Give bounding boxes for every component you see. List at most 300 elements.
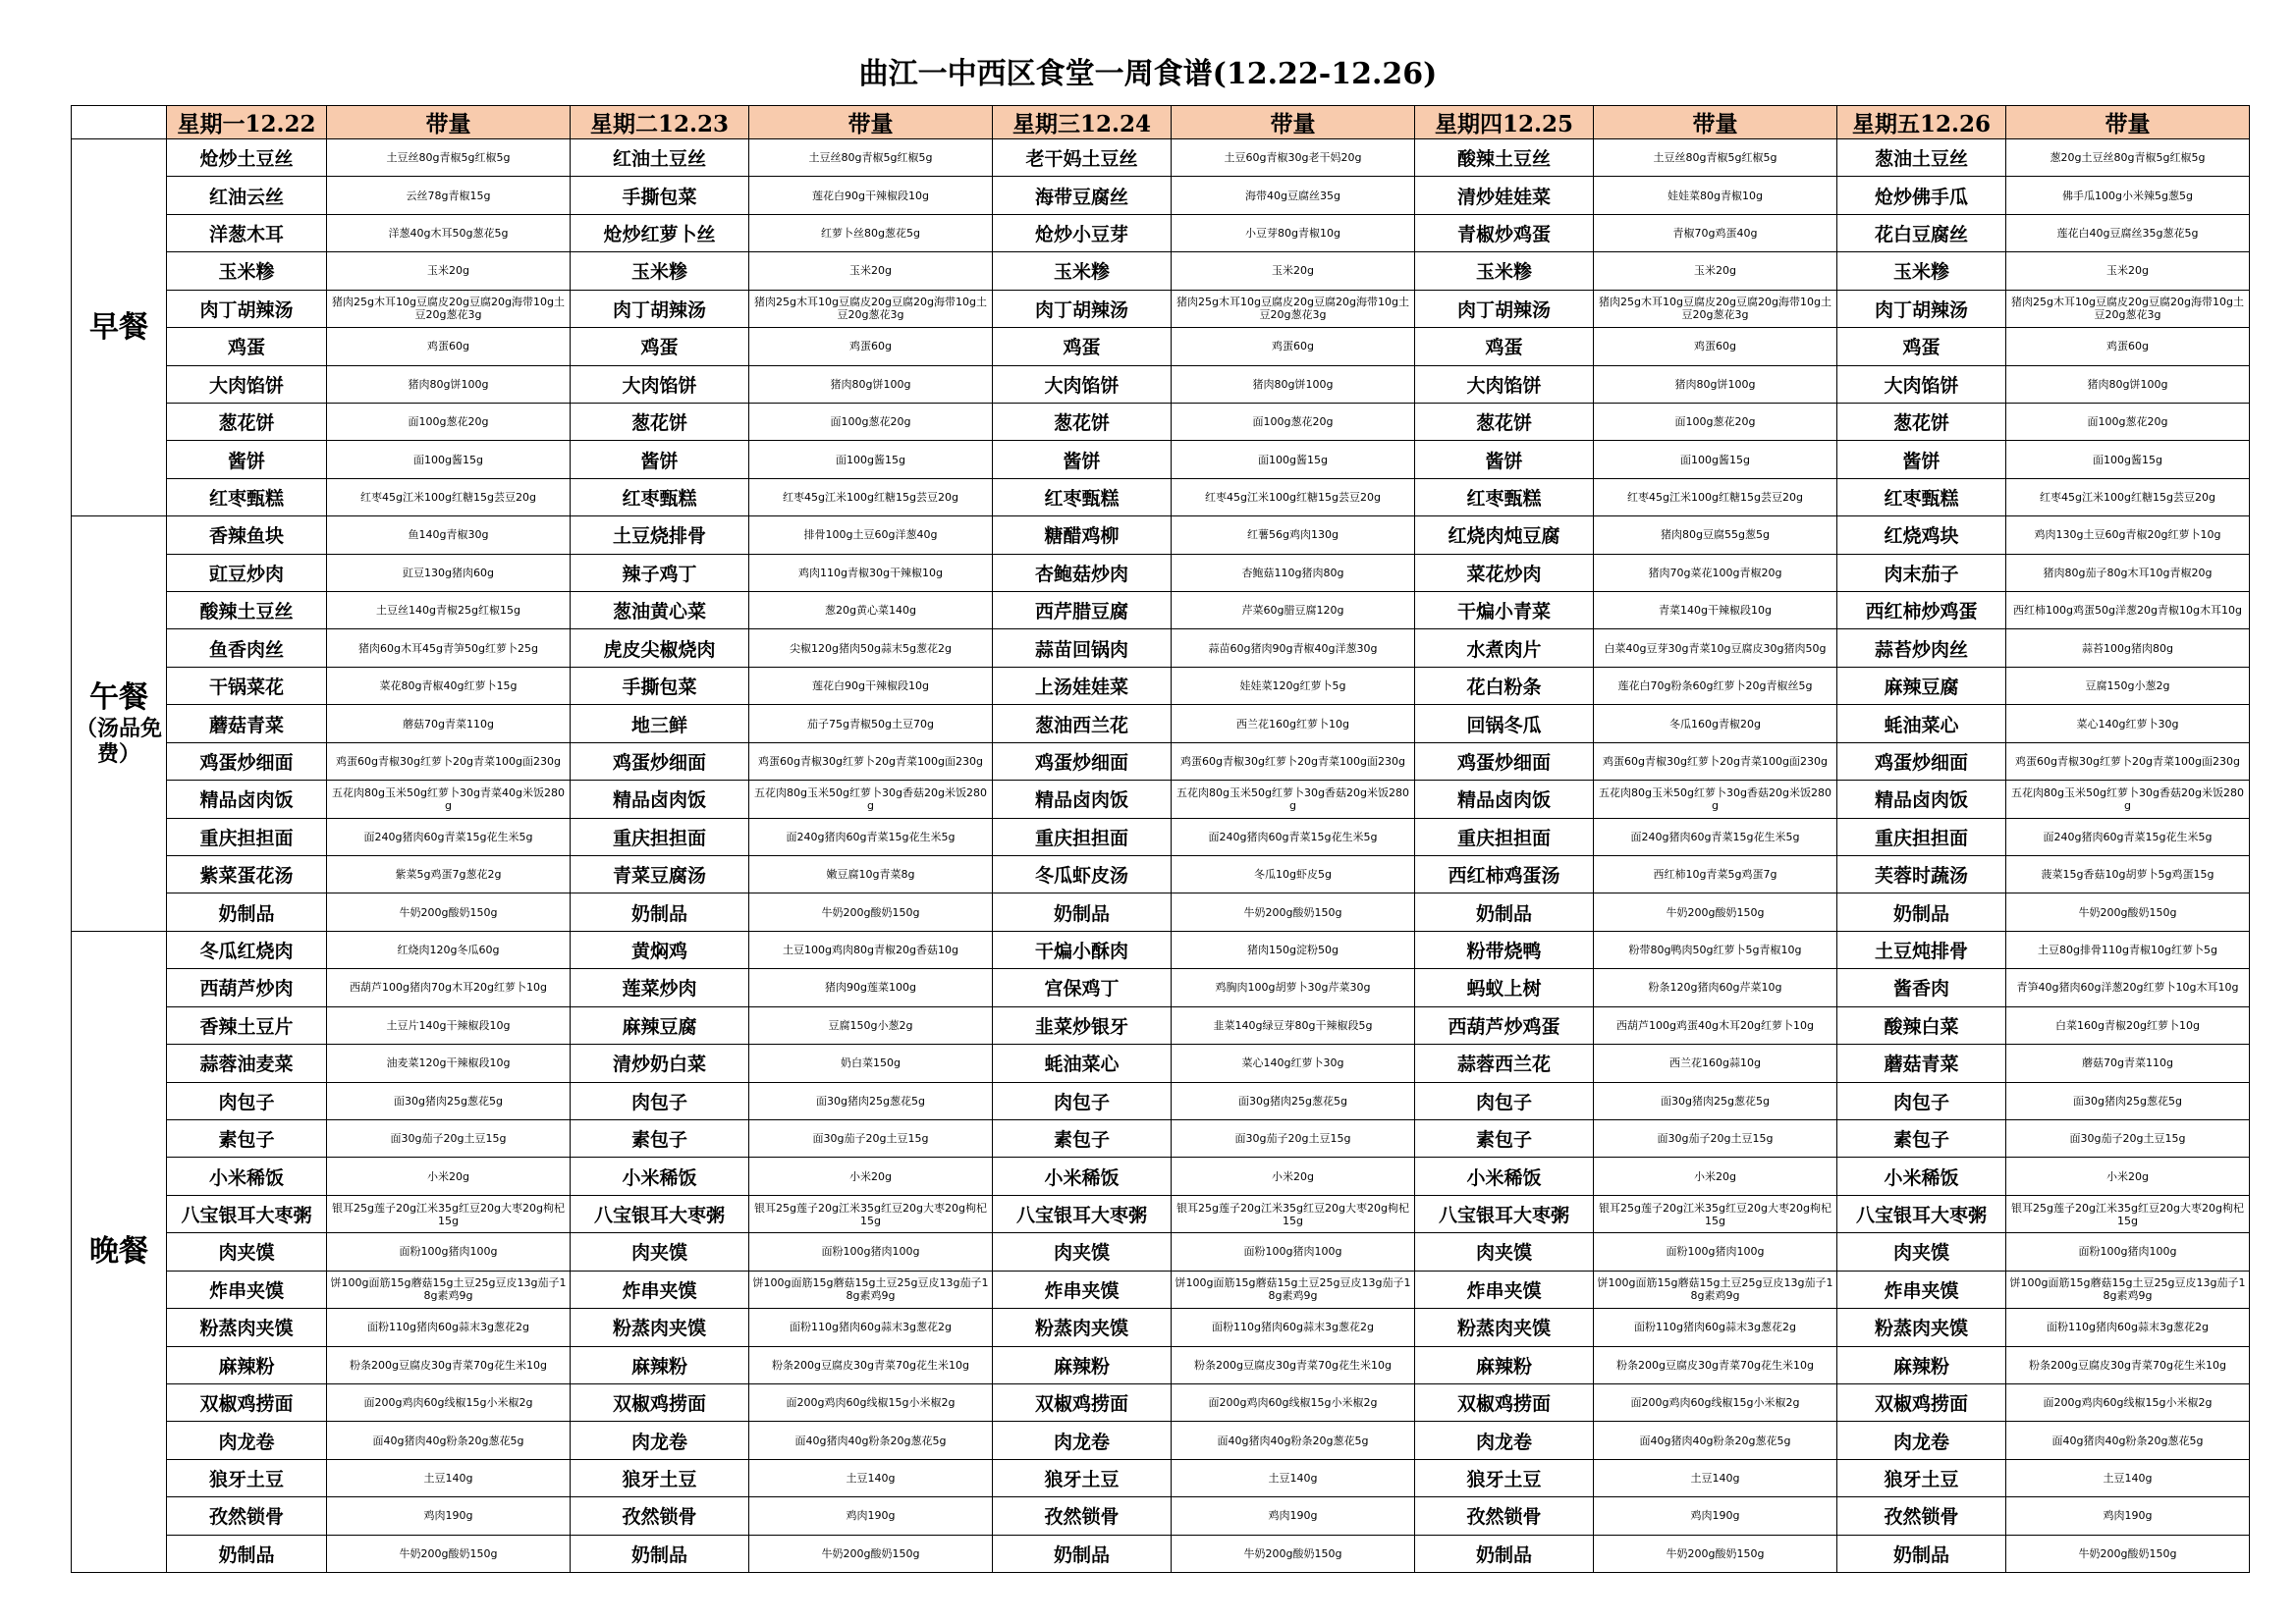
dish-name: 鱼香肉丝 <box>167 629 327 667</box>
dish-name: 炝炒土豆丝 <box>167 139 327 177</box>
dish-name: 干煸小青菜 <box>1415 592 1594 629</box>
dish-quantity: 面100g酱15g <box>327 441 571 478</box>
dish-name: 红枣甄糕 <box>167 478 327 515</box>
dish-name: 八宝银耳大枣粥 <box>1837 1195 2006 1232</box>
dish-name: 狼牙土豆 <box>993 1459 1172 1496</box>
table-row <box>72 1158 2250 1195</box>
dish-name: 重庆担担面 <box>167 818 327 855</box>
meal-label-dinner <box>72 931 167 1572</box>
dish-quantity: 牛奶200g酸奶150g <box>327 1535 571 1572</box>
dish-quantity: 银耳25g莲子20g江米35g红豆20g大枣20g枸杞15g <box>1594 1195 1837 1232</box>
dish-quantity: 菜心140g红萝卜30g <box>1172 1045 1415 1082</box>
dish-name: 肉夹馍 <box>1415 1233 1594 1271</box>
dish-quantity: 银耳25g莲子20g江米35g红豆20g大枣20g枸杞15g <box>1172 1195 1415 1232</box>
dish-name: 葱花饼 <box>571 403 749 440</box>
dish-quantity: 面30g猪肉25g葱花5g <box>749 1082 993 1119</box>
dish-quantity: 鸡肉190g <box>2006 1497 2250 1535</box>
dish-name: 酸辣土豆丝 <box>1415 139 1594 177</box>
dish-quantity: 佛手瓜100g小米辣5g葱5g <box>2006 177 2250 214</box>
dish-quantity: 土豆丝140g青椒25g红椒15g <box>327 592 571 629</box>
header-day-tue: 星期二12.23 <box>571 106 749 139</box>
dish-name: 肉丁胡辣汤 <box>167 290 327 327</box>
dish-quantity: 面30g茄子20g土豆15g <box>1172 1119 1415 1157</box>
dish-quantity: 面40g猪肉40g粉条20g葱花5g <box>2006 1422 2250 1459</box>
dish-quantity: 五花肉80g玉米50g红萝卜30g香菇20g米饭280g <box>2006 781 2250 818</box>
dish-name: 海带豆腐丝 <box>993 177 1172 214</box>
dish-quantity: 面30g猪肉25g葱花5g <box>327 1082 571 1119</box>
dish-quantity: 牛奶200g酸奶150g <box>1594 1535 1837 1572</box>
dish-quantity: 青菜140g干辣椒段10g <box>1594 592 1837 629</box>
dish-name: 重庆担担面 <box>571 818 749 855</box>
dish-quantity: 芹菜60g腊豆腐120g <box>1172 592 1415 629</box>
dish-quantity: 白菜40g豆芽30g青菜10g豆腐皮30g猪肉50g <box>1594 629 1837 667</box>
table-row <box>72 1497 2250 1535</box>
dish-quantity: 土豆丝80g青椒5g红椒5g <box>327 139 571 177</box>
dish-name: 双椒鸡捞面 <box>571 1383 749 1421</box>
dish-name: 肉丁胡辣汤 <box>571 290 749 327</box>
dish-name: 红枣甄糕 <box>1837 478 2006 515</box>
dish-quantity: 五花肉80g玉米50g红萝卜30g青菜40g米饭280g <box>327 781 571 818</box>
dish-name: 肉包子 <box>993 1082 1172 1119</box>
dish-quantity: 小米20g <box>1594 1158 1837 1195</box>
dish-name: 鸡蛋 <box>571 328 749 365</box>
dish-quantity: 土豆片140g干辣椒段10g <box>327 1006 571 1044</box>
dish-name: 葱花饼 <box>1415 403 1594 440</box>
table-row <box>72 365 2250 403</box>
dish-name: 麻辣粉 <box>571 1346 749 1383</box>
dish-quantity: 红枣45g江米100g红糖15g芸豆20g <box>327 478 571 515</box>
table-row <box>72 516 2250 554</box>
dish-name: 奶制品 <box>1837 1535 2006 1572</box>
dish-name: 粉蒸肉夹馍 <box>993 1309 1172 1346</box>
dish-name: 肉夹馍 <box>993 1233 1172 1271</box>
dish-quantity: 面30g茄子20g土豆15g <box>327 1119 571 1157</box>
dish-name: 素包子 <box>1415 1119 1594 1157</box>
dish-quantity: 面粉100g猪肉100g <box>2006 1233 2250 1271</box>
dish-quantity: 面30g茄子20g土豆15g <box>2006 1119 2250 1157</box>
dish-name: 炸串夹馍 <box>1837 1271 2006 1308</box>
table-row <box>72 177 2250 214</box>
dish-name: 紫菜蛋花汤 <box>167 856 327 893</box>
table-row <box>72 667 2250 704</box>
dish-quantity: 鱼140g青椒30g <box>327 516 571 554</box>
dish-name: 葱油西兰花 <box>993 705 1172 742</box>
dish-quantity: 排骨100g土豆60g洋葱40g <box>749 516 993 554</box>
table-row <box>72 742 2250 780</box>
dish-quantity: 猪肉25g木耳10g豆腐皮20g豆腐20g海带10g土豆20g葱花3g <box>327 290 571 327</box>
dish-name: 香辣土豆片 <box>167 1006 327 1044</box>
dish-name: 肉丁胡辣汤 <box>1415 290 1594 327</box>
table-row <box>72 1535 2250 1572</box>
dish-name: 手撕包菜 <box>571 177 749 214</box>
dish-name: 玉米糁 <box>993 252 1172 290</box>
dish-quantity: 豇豆130g猪肉60g <box>327 554 571 591</box>
dish-name: 八宝银耳大枣粥 <box>1415 1195 1594 1232</box>
dish-name: 素包子 <box>571 1119 749 1157</box>
dish-quantity: 鸡肉190g <box>749 1497 993 1535</box>
dish-quantity: 西兰花160g红萝卜10g <box>1172 705 1415 742</box>
page-title: 曲江一中西区食堂一周食谱(12.22-12.26) <box>858 57 1438 91</box>
dish-name: 香辣鱼块 <box>167 516 327 554</box>
meal-name: 早餐 <box>89 309 148 345</box>
dish-name: 青椒炒鸡蛋 <box>1415 214 1594 251</box>
dish-name: 粉带烧鸭 <box>1415 931 1594 968</box>
dish-quantity: 银耳25g莲子20g江米35g红豆20g大枣20g枸杞15g <box>2006 1195 2250 1232</box>
dish-quantity: 蘑菇70g青菜110g <box>327 705 571 742</box>
dish-quantity: 土豆100g鸡肉80g青椒20g香菇10g <box>749 931 993 968</box>
header-day-fri: 星期五12.26 <box>1837 106 2006 139</box>
dish-name: 酱香肉 <box>1837 969 2006 1006</box>
dish-name: 炸串夹馍 <box>167 1271 327 1308</box>
weekly-menu-table <box>71 105 2250 1573</box>
dish-quantity: 豆腐150g小葱2g <box>749 1006 993 1044</box>
dish-quantity: 面100g酱15g <box>1172 441 1415 478</box>
dish-name: 奶制品 <box>993 893 1172 931</box>
dish-quantity: 面240g猪肉60g青菜15g花生米5g <box>1172 818 1415 855</box>
dish-quantity: 海带40g豆腐丝35g <box>1172 177 1415 214</box>
dish-quantity: 面200g鸡肉60g线椒15g小米椒2g <box>327 1383 571 1421</box>
dish-quantity: 五花肉80g玉米50g红萝卜30g香菇20g米饭280g <box>1594 781 1837 818</box>
dish-name: 孜然锁骨 <box>571 1497 749 1535</box>
dish-name: 青菜豆腐汤 <box>571 856 749 893</box>
header-day-mon: 星期一12.22 <box>167 106 327 139</box>
dish-name: 素包子 <box>167 1119 327 1157</box>
dish-name: 土豆炖排骨 <box>1837 931 2006 968</box>
dish-name: 鸡蛋炒细面 <box>993 742 1172 780</box>
dish-quantity: 蒜苗60g猪肉90g青椒40g洋葱30g <box>1172 629 1415 667</box>
dish-quantity: 面粉110g猪肉60g蒜末3g葱花2g <box>749 1309 993 1346</box>
dish-name: 奶制品 <box>1415 893 1594 931</box>
dish-quantity: 面30g猪肉25g葱花5g <box>1594 1082 1837 1119</box>
dish-quantity: 鸡蛋60g青椒30g红萝卜20g青菜100g面230g <box>327 742 571 780</box>
table-row <box>72 592 2250 629</box>
dish-quantity: 土豆140g <box>327 1459 571 1496</box>
dish-quantity: 土豆60g青椒30g老干妈20g <box>1172 139 1415 177</box>
dish-quantity: 鸡蛋60g青椒30g红萝卜20g青菜100g面230g <box>1172 742 1415 780</box>
header-row <box>72 106 2250 139</box>
dish-quantity: 粉带80g鸭肉50g红萝卜5g青椒10g <box>1594 931 1837 968</box>
dish-quantity: 青笋40g猪肉60g洋葱20g红萝卜10g木耳10g <box>2006 969 2250 1006</box>
dish-quantity: 面100g葱花20g <box>327 403 571 440</box>
table-row <box>72 290 2250 327</box>
dish-quantity: 莲花白40g豆腐丝35g葱花5g <box>2006 214 2250 251</box>
dish-quantity: 面40g猪肉40g粉条20g葱花5g <box>327 1422 571 1459</box>
dish-name: 八宝银耳大枣粥 <box>993 1195 1172 1232</box>
dish-quantity: 小米20g <box>2006 1158 2250 1195</box>
table-row <box>72 1271 2250 1308</box>
dish-name: 重庆担担面 <box>993 818 1172 855</box>
dish-quantity: 面粉110g猪肉60g蒜末3g葱花2g <box>1594 1309 1837 1346</box>
dish-name: 蒜苗回锅肉 <box>993 629 1172 667</box>
dish-name: 西葫芦炒鸡蛋 <box>1415 1006 1594 1044</box>
dish-name: 素包子 <box>1837 1119 2006 1157</box>
dish-name: 蘑菇青菜 <box>167 705 327 742</box>
dish-quantity: 鸡肉190g <box>1594 1497 1837 1535</box>
dish-name: 芙蓉时蔬汤 <box>1837 856 2006 893</box>
dish-quantity: 青椒70g鸡蛋40g <box>1594 214 1837 251</box>
dish-quantity: 猪肉90g莲菜100g <box>749 969 993 1006</box>
dish-quantity: 鸡蛋60g <box>2006 328 2250 365</box>
dish-quantity: 土豆140g <box>1594 1459 1837 1496</box>
dish-quantity: 土豆140g <box>2006 1459 2250 1496</box>
dish-name: 大肉馅饼 <box>167 365 327 403</box>
dish-quantity: 饼100g面筋15g蘑菇15g土豆25g豆皮13g茄子18g素鸡9g <box>327 1271 571 1308</box>
dish-name: 玉米糁 <box>167 252 327 290</box>
dish-name: 西芹腊豆腐 <box>993 592 1172 629</box>
dish-quantity: 牛奶200g酸奶150g <box>1594 893 1837 931</box>
dish-name: 炸串夹馍 <box>1415 1271 1594 1308</box>
dish-quantity: 玉米20g <box>2006 252 2250 290</box>
table-row <box>72 1119 2250 1157</box>
dish-name: 土豆烧排骨 <box>571 516 749 554</box>
dish-name: 干煸小酥肉 <box>993 931 1172 968</box>
dish-quantity: 面30g猪肉25g葱花5g <box>2006 1082 2250 1119</box>
dish-quantity: 云丝78g青椒15g <box>327 177 571 214</box>
dish-name: 杏鲍菇炒肉 <box>993 554 1172 591</box>
table-row <box>72 441 2250 478</box>
dish-quantity: 莲花白90g干辣椒段10g <box>749 177 993 214</box>
dish-name: 精品卤肉饭 <box>1415 781 1594 818</box>
dish-name: 粉蒸肉夹馍 <box>571 1309 749 1346</box>
dish-name: 八宝银耳大枣粥 <box>571 1195 749 1232</box>
dish-name: 狼牙土豆 <box>571 1459 749 1496</box>
table-row <box>72 1082 2250 1119</box>
dish-name: 糖醋鸡柳 <box>993 516 1172 554</box>
table-row <box>72 1422 2250 1459</box>
dish-name: 黄焖鸡 <box>571 931 749 968</box>
dish-quantity: 鸡蛋60g青椒30g红萝卜20g青菜100g面230g <box>749 742 993 780</box>
dish-quantity: 葱20g黄心菜140g <box>749 592 993 629</box>
dish-name: 大肉馅饼 <box>571 365 749 403</box>
dish-quantity: 莲花白90g干辣椒段10g <box>749 667 993 704</box>
dish-name: 红枣甄糕 <box>1415 478 1594 515</box>
dish-quantity: 洋葱40g木耳50g葱花5g <box>327 214 571 251</box>
table-row <box>72 1045 2250 1082</box>
dish-quantity: 玉米20g <box>1172 252 1415 290</box>
dish-quantity: 猪肉80g饼100g <box>327 365 571 403</box>
dish-name: 狼牙土豆 <box>1837 1459 2006 1496</box>
dish-name: 玉米糁 <box>571 252 749 290</box>
dish-name: 炝炒佛手瓜 <box>1837 177 2006 214</box>
dish-name: 蚝油菜心 <box>1837 705 2006 742</box>
dish-name: 奶制品 <box>1837 893 2006 931</box>
dish-quantity: 西葫芦100g猪肉70g木耳20g红萝卜10g <box>327 969 571 1006</box>
dish-name: 鸡蛋 <box>167 328 327 365</box>
corner-cell <box>72 106 167 139</box>
dish-quantity: 牛奶200g酸奶150g <box>749 893 993 931</box>
dish-name: 红油云丝 <box>167 177 327 214</box>
dish-name: 清炒娃娃菜 <box>1415 177 1594 214</box>
dish-name: 酱饼 <box>571 441 749 478</box>
dish-name: 干锅菜花 <box>167 667 327 704</box>
header-qty-mon: 带量 <box>327 106 571 139</box>
dish-quantity: 菜心140g红萝卜30g <box>2006 705 2250 742</box>
dish-quantity: 鸡胸肉100g胡萝卜30g芹菜30g <box>1172 969 1415 1006</box>
dish-name: 鸡蛋炒细面 <box>1415 742 1594 780</box>
dish-name: 花白粉条 <box>1415 667 1594 704</box>
dish-quantity: 红枣45g江米100g红糖15g芸豆20g <box>2006 478 2250 515</box>
dish-quantity: 鸡蛋60g <box>749 328 993 365</box>
dish-name: 奶制品 <box>993 1535 1172 1572</box>
dish-quantity: 面200g鸡肉60g线椒15g小米椒2g <box>2006 1383 2250 1421</box>
dish-name: 蚝油菜心 <box>993 1045 1172 1082</box>
dish-name: 八宝银耳大枣粥 <box>167 1195 327 1232</box>
dish-quantity: 银耳25g莲子20g江米35g红豆20g大枣20g枸杞15g <box>327 1195 571 1232</box>
dish-name: 奶制品 <box>571 1535 749 1572</box>
dish-quantity: 面40g猪肉40g粉条20g葱花5g <box>1594 1422 1837 1459</box>
dish-name: 奶制品 <box>571 893 749 931</box>
dish-name: 老干妈土豆丝 <box>993 139 1172 177</box>
dish-quantity: 鸡蛋60g <box>1172 328 1415 365</box>
dish-name: 粉蒸肉夹馍 <box>1837 1309 2006 1346</box>
dish-name: 玉米糁 <box>1415 252 1594 290</box>
dish-quantity: 面粉110g猪肉60g蒜末3g葱花2g <box>327 1309 571 1346</box>
dish-quantity: 面30g猪肉25g葱花5g <box>1172 1082 1415 1119</box>
table-row <box>72 629 2250 667</box>
dish-quantity: 面200g鸡肉60g线椒15g小米椒2g <box>1172 1383 1415 1421</box>
dish-name: 狼牙土豆 <box>1415 1459 1594 1496</box>
dish-quantity: 面100g酱15g <box>749 441 993 478</box>
dish-quantity: 茄子75g青椒50g土豆70g <box>749 705 993 742</box>
dish-quantity: 猪肉60g木耳45g青笋50g红萝卜25g <box>327 629 571 667</box>
dish-quantity: 蒜苔100g猪肉80g <box>2006 629 2250 667</box>
dish-quantity: 粉条200g豆腐皮30g青菜70g花生米10g <box>2006 1346 2250 1383</box>
dish-name: 精品卤肉饭 <box>1837 781 2006 818</box>
meal-label-breakfast <box>72 139 167 516</box>
dish-quantity: 银耳25g莲子20g江米35g红豆20g大枣20g枸杞15g <box>749 1195 993 1232</box>
dish-quantity: 油麦菜120g干辣椒段10g <box>327 1045 571 1082</box>
dish-name: 肉龙卷 <box>167 1422 327 1459</box>
dish-quantity: 猪肉150g淀粉50g <box>1172 931 1415 968</box>
dish-name: 手撕包菜 <box>571 667 749 704</box>
table-row <box>72 1459 2250 1496</box>
dish-quantity: 面200g鸡肉60g线椒15g小米椒2g <box>749 1383 993 1421</box>
dish-name: 蒜苔炒肉丝 <box>1837 629 2006 667</box>
dish-quantity: 鸡肉190g <box>1172 1497 1415 1535</box>
dish-quantity: 猪肉80g茄子80g木耳10g青椒20g <box>2006 554 2250 591</box>
dish-name: 玉米糁 <box>1837 252 2006 290</box>
meal-label-lunch <box>72 516 167 932</box>
header-qty-wed: 带量 <box>1172 106 1415 139</box>
dish-name: 肉末茄子 <box>1837 554 2006 591</box>
dish-name: 麻辣粉 <box>167 1346 327 1383</box>
dish-name: 花白豆腐丝 <box>1837 214 2006 251</box>
dish-name: 麻辣豆腐 <box>1837 667 2006 704</box>
dish-name: 酸辣土豆丝 <box>167 592 327 629</box>
dish-name: 炸串夹馍 <box>993 1271 1172 1308</box>
dish-name: 酸辣白菜 <box>1837 1006 2006 1044</box>
dish-quantity: 面100g酱15g <box>1594 441 1837 478</box>
dish-quantity: 鸡肉190g <box>327 1497 571 1535</box>
dish-quantity: 面粉110g猪肉60g蒜末3g葱花2g <box>1172 1309 1415 1346</box>
dish-name: 水煮肉片 <box>1415 629 1594 667</box>
dish-name: 红油土豆丝 <box>571 139 749 177</box>
dish-name: 鸡蛋 <box>1415 328 1594 365</box>
dish-quantity: 红枣45g江米100g红糖15g芸豆20g <box>749 478 993 515</box>
dish-quantity: 韭菜140g绿豆芽80g干辣椒段5g <box>1172 1006 1415 1044</box>
dish-name: 酱饼 <box>167 441 327 478</box>
dish-name: 红枣甄糕 <box>993 478 1172 515</box>
dish-quantity: 饼100g面筋15g蘑菇15g土豆25g豆皮13g茄子18g素鸡9g <box>1172 1271 1415 1308</box>
table-row <box>72 1346 2250 1383</box>
dish-quantity: 西兰花160g蒜10g <box>1594 1045 1837 1082</box>
dish-name: 炸串夹馍 <box>571 1271 749 1308</box>
dish-quantity: 猪肉80g饼100g <box>1172 365 1415 403</box>
dish-name: 肉丁胡辣汤 <box>1837 290 2006 327</box>
dish-name: 洋葱木耳 <box>167 214 327 251</box>
dish-name: 麻辣粉 <box>1837 1346 2006 1383</box>
dish-name: 粉蒸肉夹馍 <box>1415 1309 1594 1346</box>
dish-name: 孜然锁骨 <box>993 1497 1172 1535</box>
dish-name: 蚂蚁上树 <box>1415 969 1594 1006</box>
dish-name: 双椒鸡捞面 <box>1837 1383 2006 1421</box>
table-row <box>72 1309 2250 1346</box>
dish-name: 大肉馅饼 <box>1415 365 1594 403</box>
dish-name: 虎皮尖椒烧肉 <box>571 629 749 667</box>
dish-quantity: 嫩豆腐10g青菜8g <box>749 856 993 893</box>
dish-quantity: 娃娃菜120g红萝卜5g <box>1172 667 1415 704</box>
dish-name: 肉包子 <box>167 1082 327 1119</box>
dish-quantity: 玉米20g <box>1594 252 1837 290</box>
dish-quantity: 五花肉80g玉米50g红萝卜30g香菇20g米饭280g <box>1172 781 1415 818</box>
dish-name: 小米稀饭 <box>1837 1158 2006 1195</box>
dish-quantity: 红枣45g江米100g红糖15g芸豆20g <box>1594 478 1837 515</box>
dish-quantity: 牛奶200g酸奶150g <box>2006 1535 2250 1572</box>
dish-name: 蘑菇青菜 <box>1837 1045 2006 1082</box>
dish-name: 炝炒小豆芽 <box>993 214 1172 251</box>
dish-quantity: 面30g茄子20g土豆15g <box>749 1119 993 1157</box>
dish-quantity: 西葫芦100g鸡蛋40g木耳20g红萝卜10g <box>1594 1006 1837 1044</box>
dish-quantity: 紫菜5g鸡蛋7g葱花2g <box>327 856 571 893</box>
dish-quantity: 猪肉70g菜花100g青椒20g <box>1594 554 1837 591</box>
dish-quantity: 土豆140g <box>1172 1459 1415 1496</box>
dish-quantity: 小米20g <box>749 1158 993 1195</box>
dish-quantity: 饼100g面筋15g蘑菇15g土豆25g豆皮13g茄子18g素鸡9g <box>749 1271 993 1308</box>
dish-name: 小米稀饭 <box>1415 1158 1594 1195</box>
dish-quantity: 西红柿10g青菜5g鸡蛋7g <box>1594 856 1837 893</box>
dish-name: 肉夹馍 <box>1837 1233 2006 1271</box>
table-row <box>72 781 2250 818</box>
dish-name: 葱油黄心菜 <box>571 592 749 629</box>
dish-quantity: 牛奶200g酸奶150g <box>1172 1535 1415 1572</box>
dish-quantity: 土豆丝80g青椒5g红椒5g <box>1594 139 1837 177</box>
dish-quantity: 牛奶200g酸奶150g <box>749 1535 993 1572</box>
dish-quantity: 娃娃菜80g青椒10g <box>1594 177 1837 214</box>
dish-name: 肉丁胡辣汤 <box>993 290 1172 327</box>
dish-quantity: 面100g酱15g <box>2006 441 2250 478</box>
dish-quantity: 猪肉25g木耳10g豆腐皮20g豆腐20g海带10g土豆20g葱花3g <box>749 290 993 327</box>
table-row <box>72 328 2250 365</box>
dish-quantity: 西红柿100g鸡蛋50g洋葱20g青椒10g木耳10g <box>2006 592 2250 629</box>
dish-name: 肉夹馍 <box>571 1233 749 1271</box>
dish-quantity: 牛奶200g酸奶150g <box>1172 893 1415 931</box>
dish-name: 肉包子 <box>1415 1082 1594 1119</box>
dish-name: 清炒奶白菜 <box>571 1045 749 1082</box>
dish-name: 大肉馅饼 <box>993 365 1172 403</box>
dish-name: 韭菜炒银牙 <box>993 1006 1172 1044</box>
table-row <box>72 1233 2250 1271</box>
dish-name: 小米稀饭 <box>571 1158 749 1195</box>
dish-quantity: 面100g葱花20g <box>2006 403 2250 440</box>
dish-name: 精品卤肉饭 <box>993 781 1172 818</box>
dish-quantity: 牛奶200g酸奶150g <box>2006 893 2250 931</box>
dish-name: 蒜蓉油麦菜 <box>167 1045 327 1082</box>
table-row <box>72 403 2250 440</box>
dish-name: 精品卤肉饭 <box>167 781 327 818</box>
dish-quantity: 葱20g土豆丝80g青椒5g红椒5g <box>2006 139 2250 177</box>
dish-name: 孜然锁骨 <box>1415 1497 1594 1535</box>
table-row <box>72 931 2250 968</box>
